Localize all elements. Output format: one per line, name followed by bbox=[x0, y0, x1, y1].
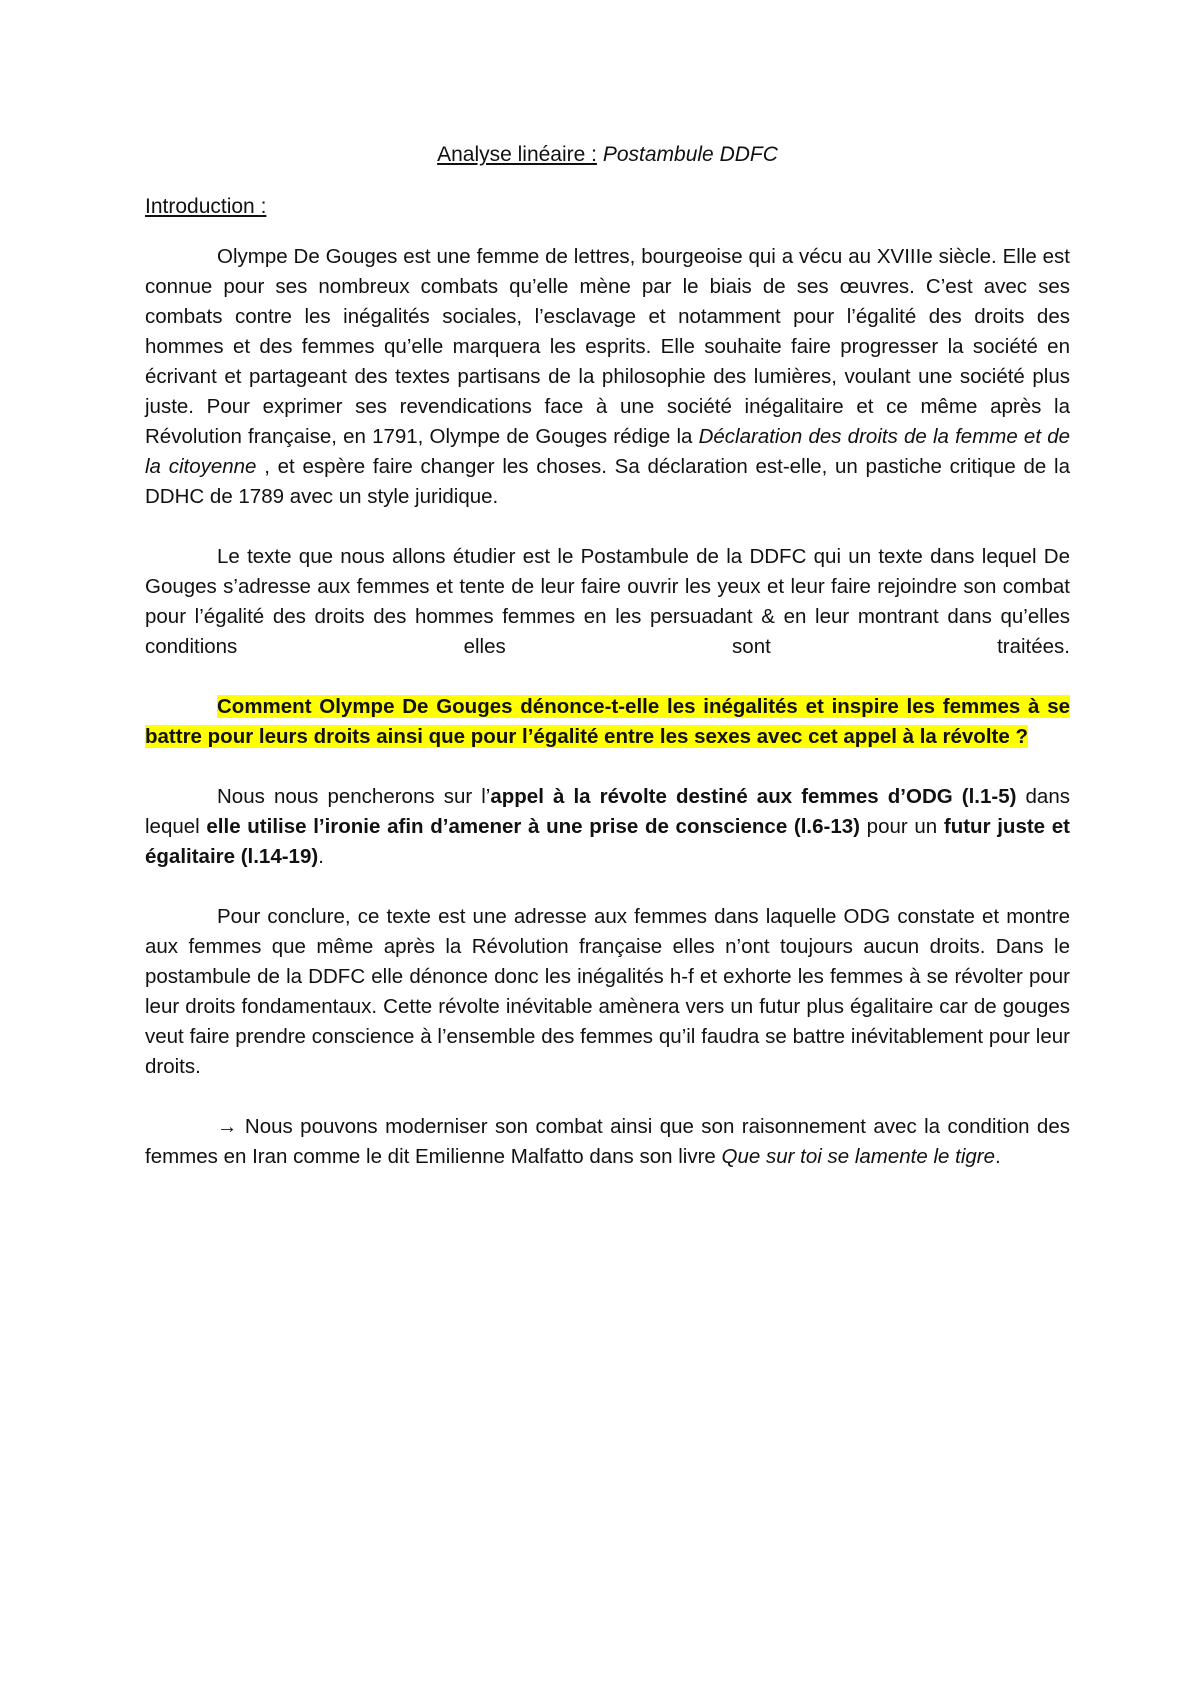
opening-text-a: Nous pouvons moderniser son combat ainsi que son raisonnement avec la condition des femmes en Iran comme le dit Emilienne Malfatto dans son livre bbox=[145, 1115, 1070, 1168]
plan-part-3: futur juste et égalitaire (l.14-19) bbox=[145, 815, 1070, 868]
title-prefix: Analyse linéaire : bbox=[437, 143, 597, 166]
opening-text-b: . bbox=[995, 1145, 1001, 1168]
plan-part-2: elle utilise l’ironie afin d’amener à une prise de conscience (l.6-13) bbox=[206, 815, 860, 838]
plan-text-2: dans lequel bbox=[145, 785, 1070, 838]
intro-paragraph-1 bbox=[145, 242, 1070, 512]
plan-text-1: Nous nous pencherons sur l’ bbox=[217, 785, 491, 808]
document-title bbox=[145, 140, 1070, 170]
plan-paragraph bbox=[145, 782, 1070, 872]
intro-paragraph-2 bbox=[145, 542, 1070, 662]
introduction-heading: Introduction : bbox=[145, 195, 267, 218]
plan-part-1: appel à la révolte destiné aux femmes d’ODG (l.1-5) bbox=[490, 785, 1017, 808]
right-arrow-icon: → bbox=[217, 1115, 238, 1138]
plan-text-4: . bbox=[318, 845, 324, 868]
problematic-paragraph bbox=[145, 692, 1070, 752]
conclusion-text: Pour conclure, ce texte est une adresse aux femmes dans laquelle ODG constate et montre aux femmes que même après la Révolution française elles n’ont toujours aucun droits. Dans le postambule de la DDFC elle dénonce donc les inégalités h-f et exhorte les femmes à se révolter pour leur droits fondamentaux. Cette révolte inévitable amènera vers un futur plus égalitaire car de gouges veut faire prendre conscience à l’ensemble des femmes qu’il faudra se battre inévitablement pour leur droits. bbox=[145, 905, 1070, 1078]
intro-p1-title-italic: Déclaration des droits de la femme et de la citoyenne bbox=[145, 425, 1070, 478]
intro-p2-text: Le texte que nous allons étudier est le Postambule de la DDFC qui un texte dans lequel De Gouges s’adresse aux femmes et tente de leur faire ouvrir les yeux et leur faire rejoindre son combat pour l’égalité des droits des hommes femmes en les persuadant & en leur montrant dans qu’elles conditions elles sont traitées. bbox=[145, 545, 1070, 658]
opening-paragraph bbox=[145, 1112, 1070, 1172]
plan-text-3: pour un bbox=[859, 815, 944, 838]
conclusion-paragraph bbox=[145, 902, 1070, 1082]
opening-book-title: Que sur toi se lamente le tigre bbox=[721, 1145, 995, 1168]
title-work: Postambule DDFC bbox=[602, 143, 778, 166]
intro-p1-text-b: , et espère faire changer les choses. Sa déclaration est-elle, un pastiche critique de la DDHC de 1789 avec un style juridique. bbox=[145, 455, 1070, 508]
problematic-highlighted-text: Comment Olympe De Gouges dénonce-t-elle les inégalités et inspire les femmes à se battre pour leurs droits ainsi que pour l’égalité entre les sexes avec cet appel à la révolte ? bbox=[145, 695, 1070, 748]
intro-p1-text-a: Olympe De Gouges est une femme de lettres, bourgeoise qui a vécu au XVIIIe siècle. Elle est connue pour ses nombreux combats qu’elle mène par le biais de ses œuvres. C’est avec ses combats contre les inégalités sociales, l’esclavage et notamment pour l’égalité des droits des hommes et des femmes qu’elle marquera les esprits. Elle souhaite faire progresser la société en écrivant et partageant des textes partisans de la philosophie des lumières, voulant une société plus juste. Pour exprimer ses revendications face à une société inégalitaire et ce même après la Révolution française, en 1791, Olympe de Gouges rédige la bbox=[145, 245, 1070, 448]
